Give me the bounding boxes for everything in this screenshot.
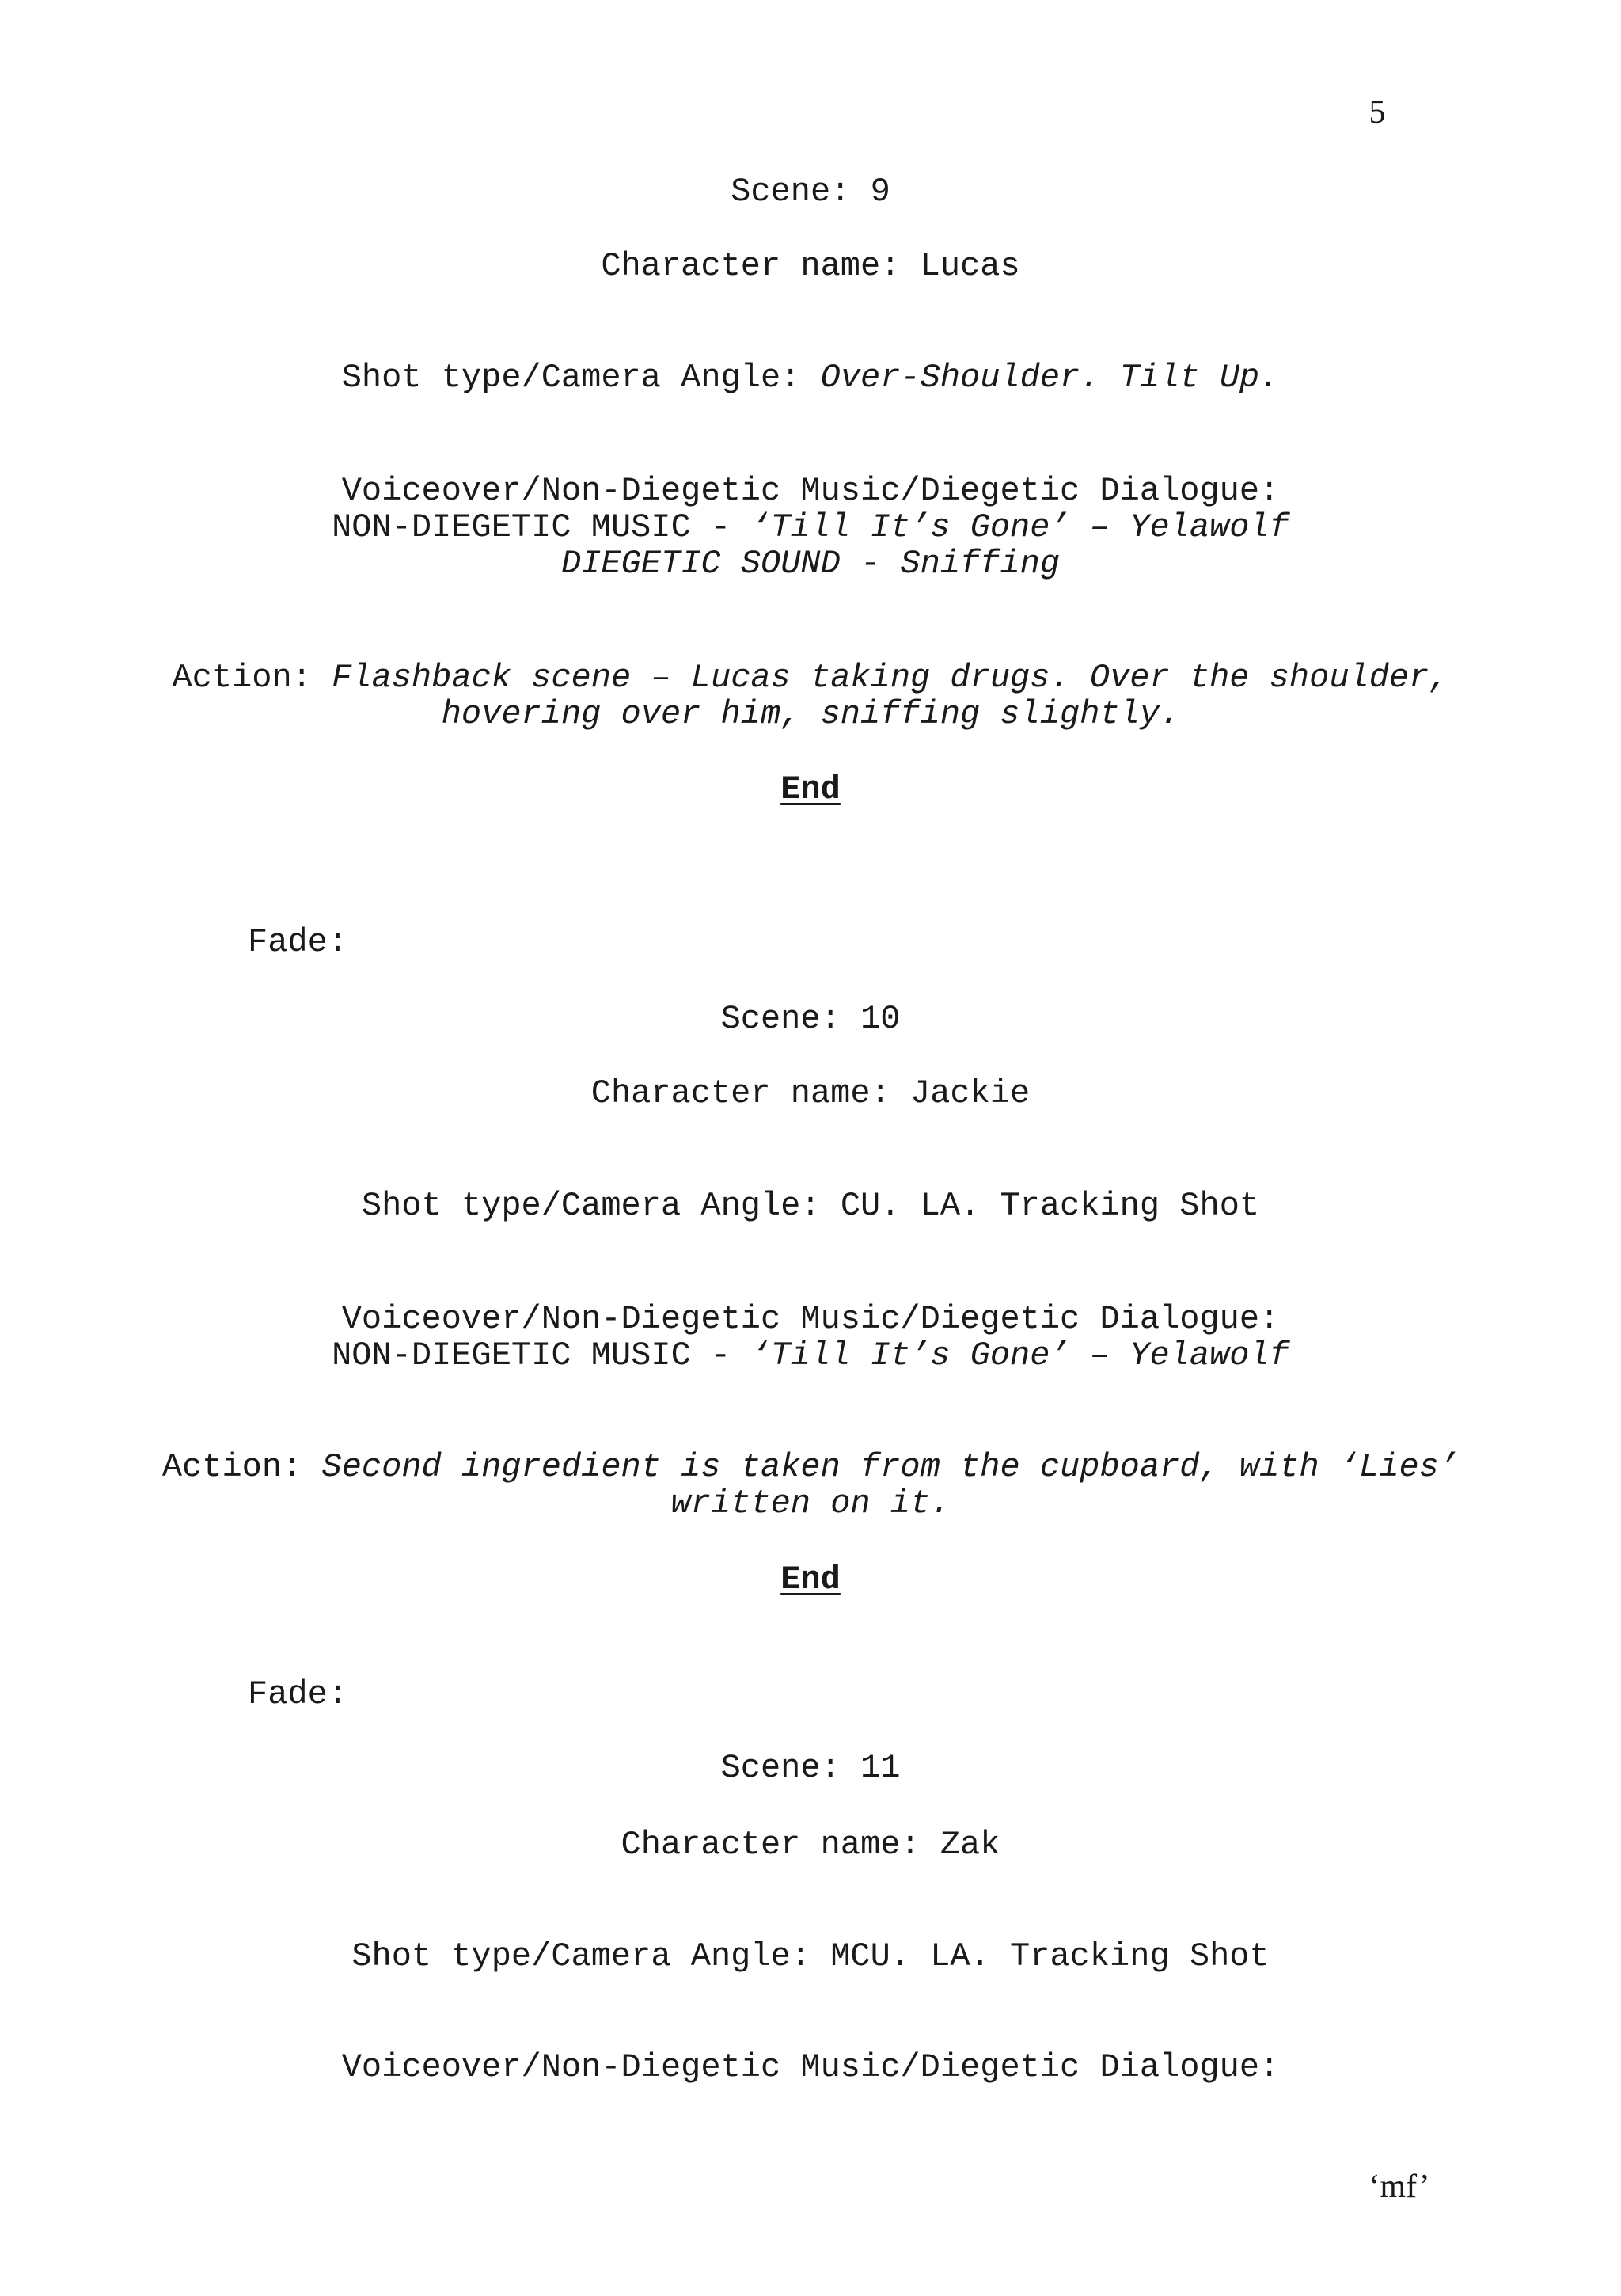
- action-label: Action:: [172, 659, 312, 697]
- voiceover-label: Voiceover/Non-Diegetic Music/Diegetic Dialogue:: [341, 1300, 1280, 1338]
- footer-mark: ‘mf’: [1369, 2169, 1430, 2205]
- end-marker: [0, 771, 1621, 808]
- character-name: Lucas: [920, 247, 1020, 285]
- music-value: ‘Till It’s Gone’ – Yelawolf: [750, 508, 1289, 546]
- character-line: [0, 248, 1621, 284]
- scene-number: 11: [860, 1749, 901, 1787]
- action-label: Action:: [161, 1448, 302, 1486]
- character-line: [0, 1827, 1621, 1863]
- scene-label: Scene:: [720, 1000, 841, 1038]
- music-line: [0, 509, 1621, 545]
- action-line: [0, 660, 1621, 696]
- scene-heading: [0, 1750, 1621, 1786]
- voiceover-label: Voiceover/Non-Diegetic Music/Diegetic Dialogue:: [341, 2048, 1280, 2086]
- end-label: End: [780, 1560, 841, 1598]
- page-number: 5: [1369, 94, 1386, 131]
- character-name: Jackie: [910, 1074, 1031, 1112]
- character-name: Zak: [940, 1826, 1000, 1864]
- action-text-continued: hovering over him, sniffing slightly.: [441, 695, 1180, 733]
- sound-value: Sniffing: [900, 545, 1061, 583]
- fade-transition: Fade:: [248, 1675, 348, 1713]
- scene-number: 9: [870, 173, 890, 211]
- scene-label: Scene:: [731, 173, 851, 211]
- action-text: Flashback scene – Lucas taking drugs. Over the shoulder,: [332, 659, 1449, 697]
- shot-line: [0, 1188, 1621, 1224]
- shot-label: Shot type/Camera Angle:: [351, 1937, 810, 1975]
- scene-label: Scene:: [720, 1749, 841, 1787]
- scene-number: 10: [860, 1000, 901, 1038]
- music-line: [0, 1337, 1621, 1374]
- music-prefix: NON-DIEGETIC MUSIC -: [332, 508, 751, 546]
- sound-prefix: DIEGETIC SOUND -: [560, 545, 901, 583]
- shot-line: [0, 1938, 1621, 1975]
- sound-line: [0, 545, 1621, 582]
- action-text: Second ingredient is taken from the cupboard, with ‘Lies’: [321, 1448, 1460, 1486]
- action-text-continued: written on it.: [670, 1484, 951, 1522]
- music-prefix: NON-DIEGETIC MUSIC -: [332, 1336, 751, 1374]
- shot-label: Shot type/Camera Angle:: [361, 1187, 821, 1225]
- character-label: Character name:: [601, 247, 901, 285]
- character-label: Character name:: [621, 1826, 921, 1864]
- action-line: [0, 1449, 1621, 1485]
- shot-label: Shot type/Camera Angle:: [341, 359, 801, 397]
- character-line: [0, 1075, 1621, 1112]
- character-label: Character name:: [590, 1074, 890, 1112]
- fade-transition: Fade:: [248, 923, 348, 961]
- voiceover-label: Voiceover/Non-Diegetic Music/Diegetic Dialogue:: [341, 472, 1280, 510]
- scene-heading: [0, 173, 1621, 210]
- scene-heading: [0, 1001, 1621, 1037]
- end-label: End: [780, 770, 841, 808]
- music-value: ‘Till It’s Gone’ – Yelawolf: [750, 1336, 1289, 1374]
- end-marker: [0, 1561, 1621, 1598]
- shot-value: Over-Shoulder. Tilt Up.: [820, 359, 1280, 397]
- shot-line: [0, 359, 1621, 396]
- shot-value: MCU. LA. Tracking Shot: [830, 1937, 1270, 1975]
- shot-value: CU. LA. Tracking Shot: [840, 1187, 1260, 1225]
